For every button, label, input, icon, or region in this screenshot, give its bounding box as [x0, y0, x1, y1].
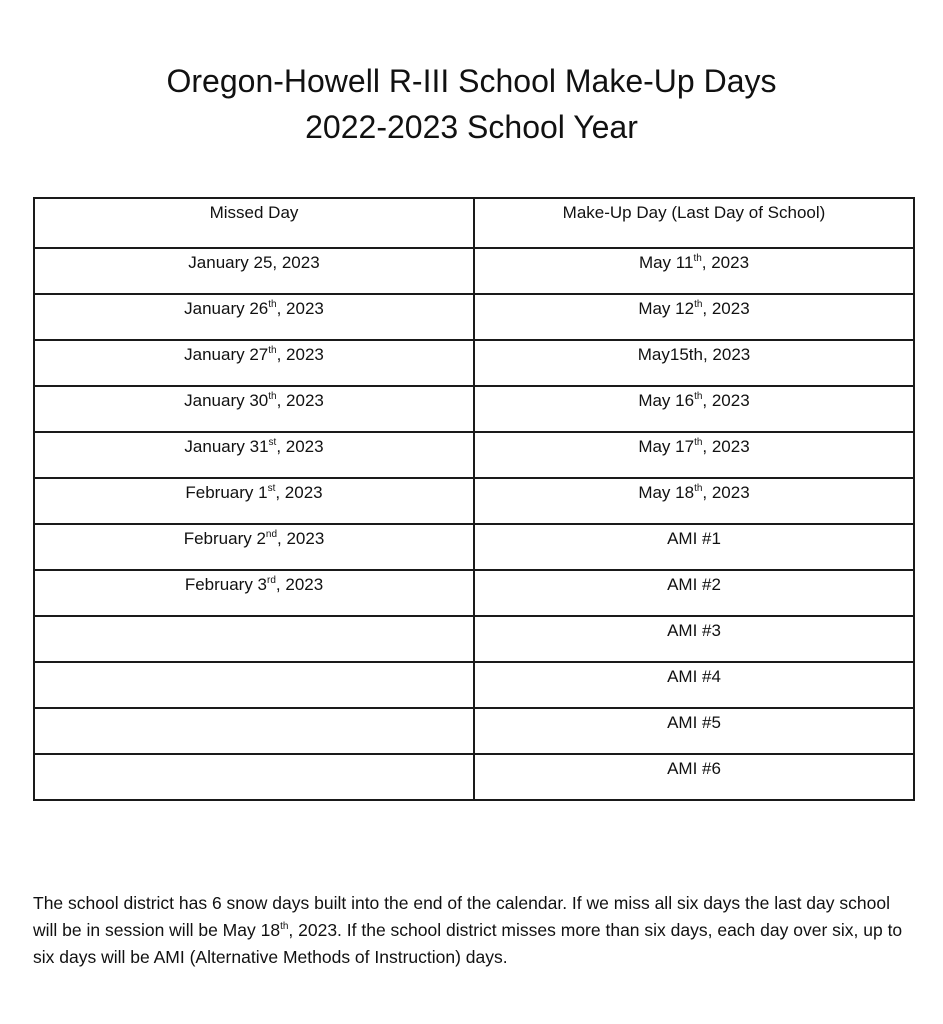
title-line-1: Oregon-Howell R-III School Make-Up Days: [166, 63, 777, 99]
ordinal-suffix: th: [268, 391, 277, 402]
cell-text: AMI #2: [667, 575, 721, 594]
table-row: [34, 432, 914, 478]
ordinal-suffix: th: [693, 253, 702, 264]
missed-day-cell: [34, 616, 474, 662]
ordinal-suffix: th: [694, 437, 703, 448]
cell-text-year: , 2023: [276, 437, 324, 456]
make-up-day-cell: [474, 294, 914, 340]
ordinal-suffix: th: [694, 483, 703, 494]
table-row: [34, 708, 914, 754]
page-title: [0, 58, 943, 150]
cell-text: AMI #6: [667, 759, 721, 778]
cell-text: AMI #5: [667, 713, 721, 732]
cell-text-year: , 2023: [275, 483, 323, 502]
cell-text-year: , 2023: [702, 391, 750, 410]
missed-day-cell: [34, 294, 474, 340]
cell-text-year: , 2023: [702, 483, 750, 502]
make-up-day-cell: [474, 524, 914, 570]
missed-day-cell: [34, 662, 474, 708]
table-row: [34, 524, 914, 570]
make-up-day-cell: [474, 754, 914, 800]
cell-text: May 18: [638, 483, 695, 502]
cell-text: May 17: [638, 437, 695, 456]
ordinal-suffix: th: [268, 299, 277, 310]
cell-text-year: , 2023: [276, 345, 324, 364]
table-row: [34, 662, 914, 708]
make-up-day-cell: [474, 662, 914, 708]
missed-day-cell: [34, 708, 474, 754]
table-row: [34, 294, 914, 340]
ordinal-suffix: st: [268, 437, 277, 448]
table-row: [34, 478, 914, 524]
cell-text-year: , 2023: [702, 437, 750, 456]
make-up-day-cell: [474, 248, 914, 294]
missed-day-cell: [34, 248, 474, 294]
cell-text: January 26: [184, 299, 269, 318]
table-row: [34, 754, 914, 800]
cell-text-year: , 2023: [276, 299, 324, 318]
ordinal-suffix: st: [267, 483, 276, 494]
make-up-day-cell: [474, 432, 914, 478]
make-up-day-cell: [474, 386, 914, 432]
cell-text: January 25, 2023: [188, 253, 320, 272]
table-row: [34, 570, 914, 616]
ordinal-suffix: th: [694, 299, 703, 310]
make-up-day-cell: [474, 340, 914, 386]
cell-text: May 12: [638, 299, 695, 318]
missed-day-cell: [34, 386, 474, 432]
table-row: [34, 340, 914, 386]
make-up-day-cell: [474, 478, 914, 524]
make-up-day-cell: [474, 708, 914, 754]
ordinal-suffix: nd: [265, 529, 278, 540]
cell-text-year: , 2023: [701, 253, 750, 272]
cell-text: January 30: [184, 391, 269, 410]
table-body: [34, 248, 914, 800]
cell-text-year: , 2023: [702, 299, 750, 318]
ordinal-suffix: th: [694, 391, 703, 402]
missed-day-cell: [34, 524, 474, 570]
header-missed-day: Missed Day: [34, 198, 474, 248]
cell-text-year: , 2023: [277, 529, 325, 548]
missed-day-cell: [34, 340, 474, 386]
cell-text: May 16: [638, 391, 695, 410]
cell-text: May 11: [638, 253, 694, 272]
table-row: [34, 616, 914, 662]
cell-text: AMI #4: [667, 667, 721, 686]
missed-day-cell: [34, 570, 474, 616]
header-make-up-day: Make-Up Day (Last Day of School): [474, 198, 914, 248]
cell-text: May15th, 2023: [637, 345, 751, 364]
table-row: [34, 386, 914, 432]
title-line-2: 2022-2023 School Year: [305, 109, 638, 145]
footnote-paragraph: [33, 890, 913, 971]
cell-text: January 27: [184, 345, 269, 364]
cell-text: AMI #1: [667, 529, 721, 548]
ordinal-suffix: rd: [267, 575, 276, 586]
note-text-part-1: The school district has 6 snow days built into the end of the calendar. If we miss all six days the last day school will be in session will be May 18: [33, 893, 890, 940]
cell-text: February 3: [184, 575, 268, 594]
make-up-days-table: [33, 197, 915, 801]
note-ordinal-suffix: th: [280, 921, 289, 932]
table-header-row: [34, 198, 914, 248]
cell-text-year: , 2023: [275, 575, 324, 594]
cell-text-year: , 2023: [276, 391, 324, 410]
note-text-part-2: , 2023. If the school district misses more than six days, each day over six, up to six days will be AMI (Alternative Methods of Instruction) days.: [33, 920, 903, 967]
cell-text: February 1: [185, 483, 268, 502]
missed-day-cell: [34, 478, 474, 524]
cell-text: AMI #3: [667, 621, 721, 640]
missed-day-cell: [34, 432, 474, 478]
ordinal-suffix: th: [268, 345, 277, 356]
make-up-day-cell: [474, 570, 914, 616]
make-up-day-cell: [474, 616, 914, 662]
table-row: [34, 248, 914, 294]
missed-day-cell: [34, 754, 474, 800]
cell-text: February 2: [183, 529, 266, 548]
cell-text: January 31: [184, 437, 269, 456]
